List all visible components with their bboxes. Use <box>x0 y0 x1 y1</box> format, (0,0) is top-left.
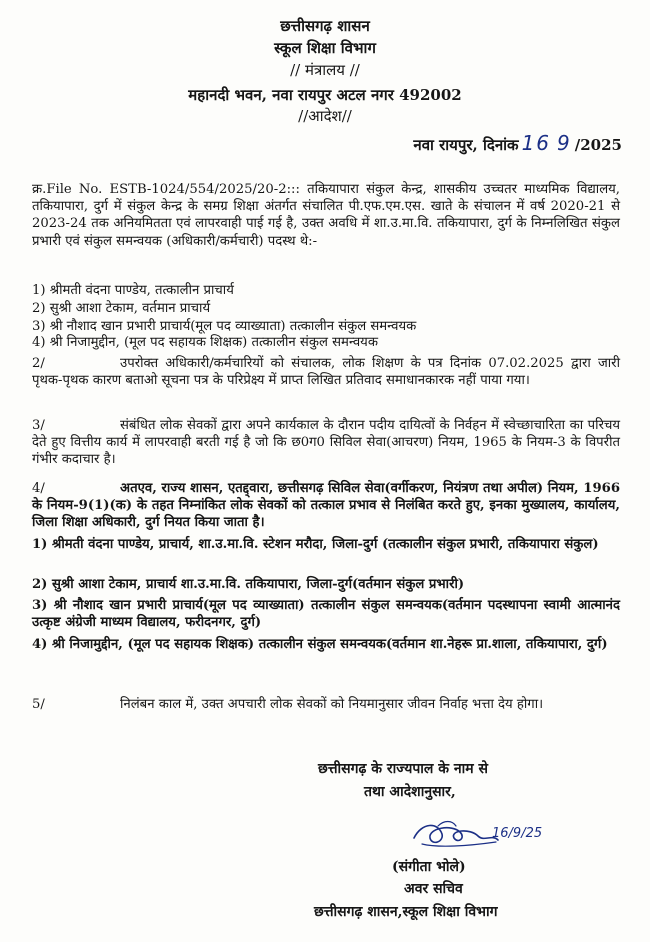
paragraph-text: निलंबन काल में, उक्त अपचारी लोक सेवकों को नियमानुसार जीवन निर्वाह भत्ता देय होगा। <box>120 697 544 712</box>
signatory-designation: अवर सचिव <box>404 881 463 897</box>
list1-item: 4) श्री निजामुद्दीन, (मूल पद सहायक शिक्षक) तत्कालीन संकुल समन्वयक <box>32 335 378 350</box>
handwritten-month: 9 <box>557 131 572 155</box>
closing-line-2: तथा आदेशानुसार, <box>364 784 456 800</box>
signature-date-note: 16/9/25 <box>492 826 543 841</box>
date-prefix: नवा रायपुर, दिनांक <box>413 136 519 154</box>
date-year: /2025 <box>574 136 622 154</box>
paragraph-4 <box>32 480 620 532</box>
signatory-name: (संगीता भोले) <box>392 859 466 875</box>
date-line <box>413 131 622 155</box>
paragraph-number: 4/ <box>32 481 45 496</box>
list1-item: 2) सुश्री आशा टेकाम, वर्तमान प्राचार्य <box>32 301 211 316</box>
paragraph-number: 3/ <box>32 418 45 433</box>
header-government: छत्तीसगढ़ शासन <box>280 17 370 35</box>
paragraph-text: अतएव, राज्य शासन, एतद्द्वारा, छत्तीसगढ़ सिविल सेवा(वर्गीकरण, नियंत्रण तथा अपील) नियम, 1966 के नियम-9(1)(क) के तहत निम्नांकित लोक सेवकों को तत्काल प्रभाव से निलंबित करते हुए, इनका मुख्यालय, कार्यालय, जिला शिक्षा अधिकारी, दुर्ग नियत किया जाता है। <box>32 481 620 531</box>
header-department: स्कूल शिक्षा विभाग <box>274 39 376 57</box>
paragraph-number: 2/ <box>32 356 45 371</box>
paragraph-3 <box>32 417 620 469</box>
list1-item: 1) श्रीमती वंदना पाण्डेय, तत्कालीन प्राचार्य <box>32 283 234 298</box>
paragraph-2 <box>32 355 620 389</box>
list2-item: 1) श्रीमती वंदना पाण्डेय, प्राचार्य, शा.उ.मा.वि. स्टेशन मरौदा, जिला-दुर्ग (तत्कालीन संकुल प्रभारी, तकियापारा संकुल) <box>32 537 599 552</box>
paragraph-text: संबंधित लोक सेवकों द्वारा अपने कार्यकाल के दौरान पदीय दायित्वों के निर्वहन में स्वेच्छाचारिता का परिचय देते हुए वित्तीय कार्य में लापरवाही बरती गई है जो कि छ0ग0 सिविल सेवा(आचरण) नियम, 1965 के नियम-3 के विपरीत गंभीर कदाचार है। <box>32 418 620 468</box>
paragraph-number: 5/ <box>32 697 45 712</box>
header-order-title: //आदेश// <box>298 107 352 125</box>
header-address: महानदी भवन, नवा रायपुर अटल नगर 492002 <box>188 86 462 104</box>
list2-item: 3) श्री नौशाद खान प्रभारी प्राचार्य(मूल पद व्याख्याता) तत्कालीन संकुल समन्वयक(वर्तमान पदस्थापना स्वामी आत्मानंद उत्कृष्ट अंग्रेजी माध्यम विद्यालय, फरीदनगर, दुर्ग) <box>32 598 620 631</box>
closing-line-1: छत्तीसगढ़ के राज्यपाल के नाम से <box>318 761 488 777</box>
paragraph-file-reference: क्र.File No. ESTB-1024/554/2025/20-2::: तकियापारा संकुल केन्द्र, शासकीय उच्चतर माध्यमिक विद्यालय, तकियापारा, दुर्ग में संकुल केन्द्र के समग्र शिक्षा अंतर्गत संचालित पी.एफ.एम.एस. खाते के संचालन में वर्ष 2020-21 से 2023-24 तक अनियमितता एवं लापरवाही पाई गई है, उक्त अवधि में शा.उ.मा.वि. तकियापारा, दुर्ग के निम्नलिखित संकुल प्रभारी एवं संकुल समन्वयक (अधिकारी/कर्मचारी) पदस्थ थे:- <box>32 182 620 249</box>
list1-item: 3) श्री नौशाद खान प्रभारी प्राचार्य(मूल पद व्याख्याता) तत्कालीन संकुल समन्वयक <box>32 319 417 334</box>
paragraph-5 <box>32 696 620 713</box>
list2-item: 2) सुश्री आशा टेकाम, प्राचार्य शा.उ.मा.वि. तकियापारा, जिला-दुर्ग(वर्तमान संकुल प्रभारी) <box>32 577 465 592</box>
handwritten-day: 16 <box>521 131 552 155</box>
paragraph-text: उपरोक्त अधिकारी/कर्मचारियों को संचालक, लोक शिक्षण के पत्र दिनांक 07.02.2025 द्वारा जारी पृथक-पृथक कारण बताओ सूचना पत्र के परिप्रेक्ष्य में प्राप्त लिखित प्रतिवाद समाधानकारक नहीं पाया गया। <box>32 356 620 389</box>
header-ministry: // मंत्रालय // <box>290 61 360 79</box>
list2-item: 4) श्री निजामुद्दीन, (मूल पद सहायक शिक्षक) तत्कालीन संकुल समन्वयक(वर्तमान शा.नेहरू प्रा.शाला, तकियापारा, दुर्ग) <box>32 637 608 652</box>
signatory-department: छत्तीसगढ़ शासन,स्कूल शिक्षा विभाग <box>314 904 498 920</box>
